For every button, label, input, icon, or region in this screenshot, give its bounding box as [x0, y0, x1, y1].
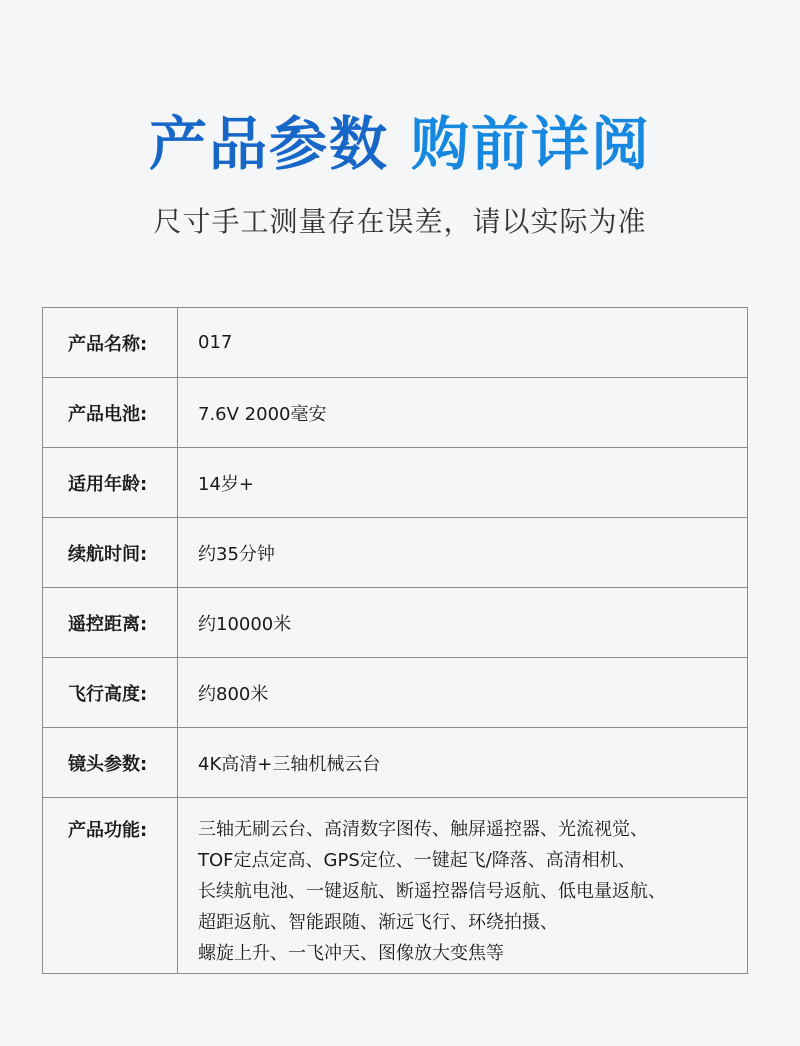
title-part-2: 购前详阅	[411, 110, 652, 178]
table-row	[43, 308, 748, 378]
spec-label-remote-range: 遥控距离:	[43, 588, 178, 658]
spec-value-product-name: 017	[178, 308, 748, 378]
page-title	[0, 104, 800, 184]
table-row	[43, 588, 748, 658]
page-subtitle: 尺寸手工测量存在误差，请以实际为准	[153, 205, 647, 238]
spec-label-age: 适用年龄:	[43, 448, 178, 518]
table-row	[43, 518, 748, 588]
spec-value-camera: 4K高清+三轴机械云台	[178, 728, 748, 798]
table-row	[43, 448, 748, 518]
spec-label-flight-time: 续航时间:	[43, 518, 178, 588]
spec-label-battery: 产品电池:	[43, 378, 178, 448]
spec-value-age: 14岁+	[178, 448, 748, 518]
feature-line: 超距返航、智能跟随、渐远飞行、环绕拍摄、	[198, 912, 558, 933]
spec-value-battery: 7.6V 2000毫安	[178, 378, 748, 448]
spec-label-features: 产品功能:	[43, 798, 178, 974]
spec-label-camera: 镜头参数:	[43, 728, 178, 798]
feature-line: 长续航电池、一键返航、断遥控器信号返航、低电量返航、	[198, 881, 666, 902]
feature-line: 三轴无刷云台、高清数字图传、触屏遥控器、光流视觉、	[198, 819, 648, 840]
spec-label-flight-altitude: 飞行高度:	[43, 658, 178, 728]
feature-line: 螺旋上升、一飞冲天、图像放大变焦等	[198, 943, 504, 964]
table-row-features	[43, 798, 748, 974]
spec-value-flight-time: 约35分钟	[178, 518, 748, 588]
table-row	[43, 378, 748, 448]
spec-value-remote-range: 约10000米	[178, 588, 748, 658]
table-row	[43, 658, 748, 728]
title-part-1: 产品参数	[148, 110, 389, 178]
table-row	[43, 728, 748, 798]
spec-label-product-name: 产品名称:	[43, 308, 178, 378]
spec-table	[42, 307, 748, 974]
spec-value-features	[178, 798, 748, 974]
feature-line: TOF定点定高、GPS定位、一键起飞/降落、高清相机、	[198, 850, 636, 871]
spec-value-flight-altitude: 约800米	[178, 658, 748, 728]
